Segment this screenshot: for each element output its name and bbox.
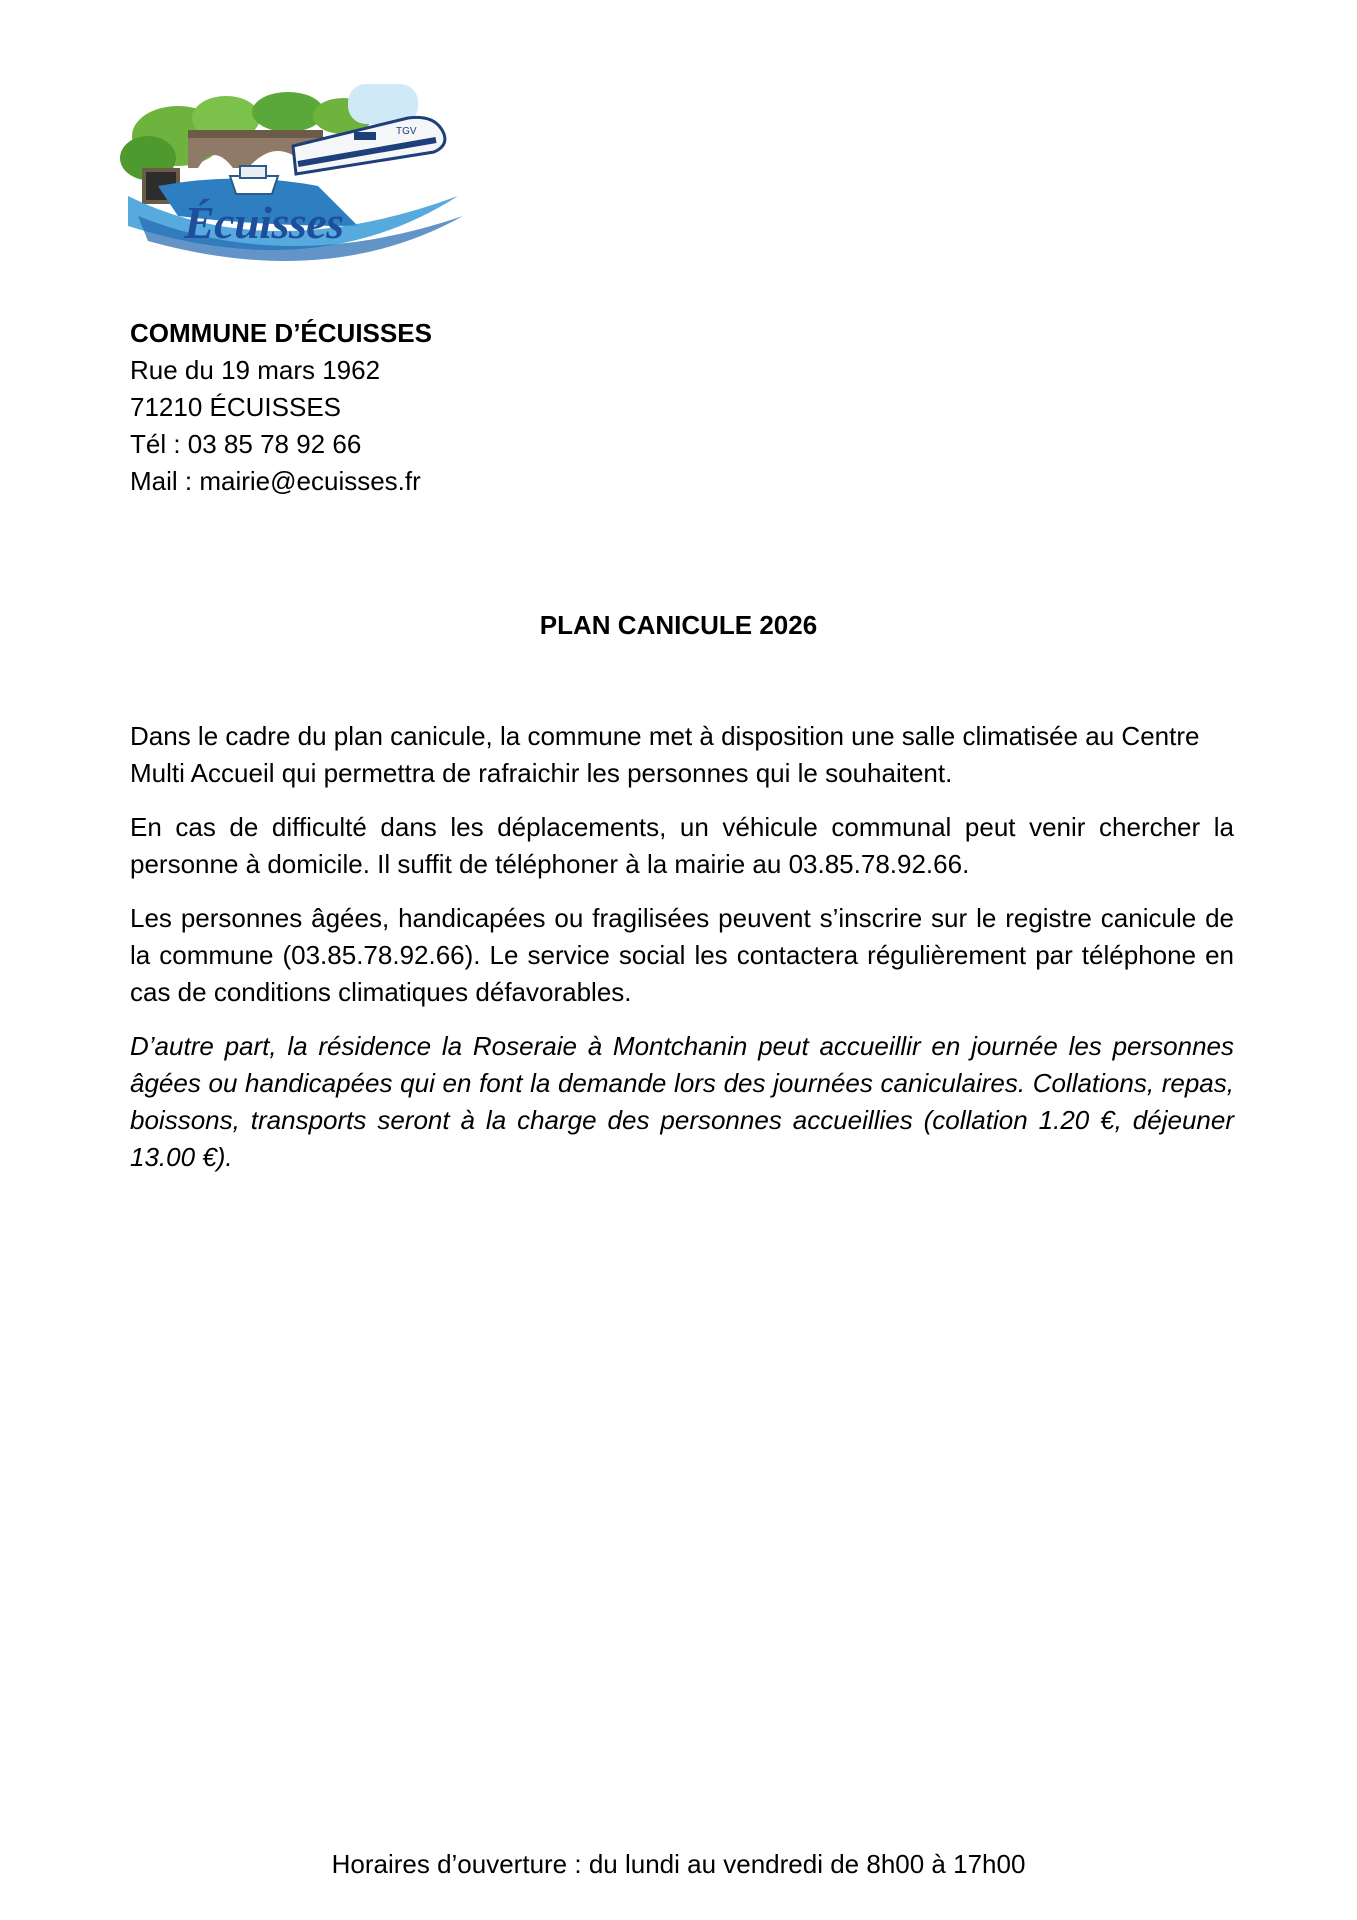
ecuisses-logo	[118, 76, 468, 286]
opening-hours: Horaires d’ouverture : du lundi au vendredi de 8h00 à 17h00	[331, 1849, 1026, 1879]
logo-illustration	[118, 76, 468, 286]
commune-name: COMMUNE D’ÉCUISSES	[130, 318, 432, 348]
document-title: PLAN CANICULE 2026	[539, 610, 818, 640]
tgv-badge: TGV	[396, 126, 417, 137]
mail-line: Mail : mairie@ecuisses.fr	[130, 466, 421, 496]
logo-wordmark: Écuisses	[184, 197, 344, 248]
document-body	[130, 718, 1234, 1193]
sender-address	[130, 315, 432, 500]
paragraph-roseraie: D’autre part, la résidence la Roseraie à Montchanin peut accueillir en journée les personnes âgées ou handicapées qui en font la demande lors des journées caniculaires. Collations, repas, boissons, transports seront à la charge des personnes accueillies (collation 1.20 €, déjeuner 13.00 €).	[130, 1031, 1234, 1172]
paragraph-vehicle: En cas de difficulté dans les déplacements, un véhicule communal peut venir chercher la personne à domicile. Il suffit de téléphoner à la mairie au 03.85.78.92.66.	[130, 812, 1234, 879]
postal-city: 71210 ÉCUISSES	[130, 392, 342, 422]
phone-line: Tél : 03 85 78 92 66	[130, 429, 362, 459]
street-address: Rue du 19 mars 1962	[130, 355, 381, 385]
paragraph-register: Les personnes âgées, handicapées ou fragilisées peuvent s’inscrire sur le registre canicule de la commune (03.85.78.92.66). Le service social les contactera régulièrement par téléphone en cas de conditions climatiques défavorables.	[130, 903, 1234, 1007]
paragraph-climatised-room: Dans le cadre du plan canicule, la commune met à disposition une salle climatisée au Centre Multi Accueil qui permettra de rafraichir les personnes qui le souhaitent.	[130, 721, 1200, 788]
